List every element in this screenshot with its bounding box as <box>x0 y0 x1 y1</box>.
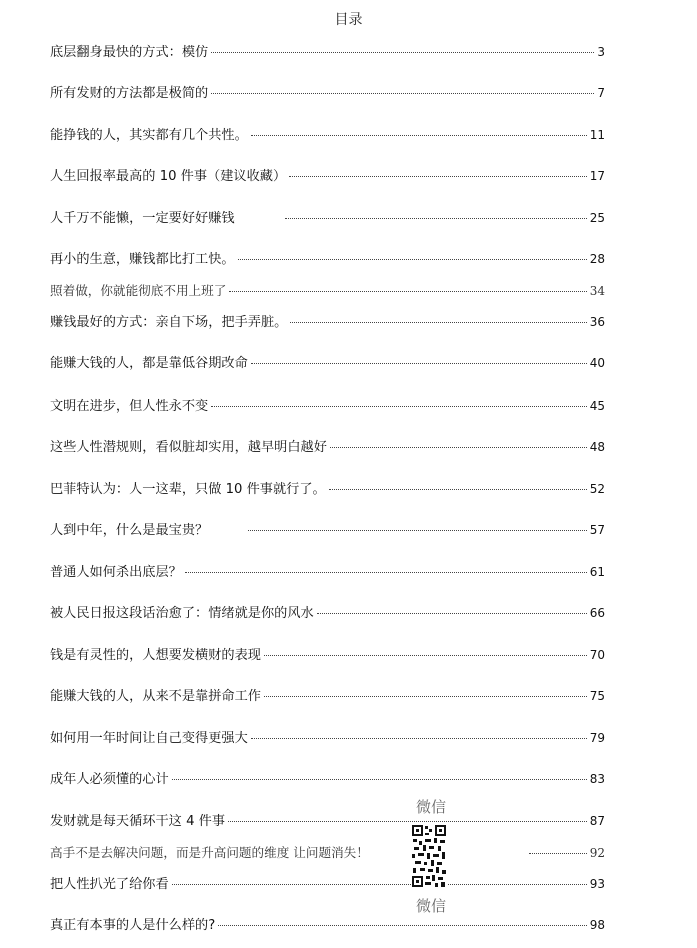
toc-page-number: 17 <box>589 169 605 183</box>
toc-leader-dots <box>264 696 587 697</box>
toc-entry[interactable] <box>50 644 605 666</box>
toc-entry[interactable] <box>50 82 605 104</box>
toc-entry-title: 真正有本事的人是什么样的? <box>50 918 216 933</box>
toc-entry-title: 被人民日报这段话治愈了：情绪就是你的风水 <box>50 606 314 621</box>
toc-entry[interactable] <box>50 478 605 500</box>
toc-page-number: 48 <box>589 440 605 454</box>
toc-page-number: 7 <box>597 86 605 100</box>
toc-entry[interactable] <box>50 842 605 864</box>
toc-leader-dots <box>229 291 586 292</box>
toc-entry-title: 巴菲特认为：人一这辈，只做 10 件事就行了。 <box>50 482 326 497</box>
toc-entry-title: 照着做，你就能彻底不用上班了 <box>50 283 227 298</box>
toc-entry-title: 能赚大钱的人，从来不是靠拼命工作 <box>50 689 261 704</box>
toc-page-number: 87 <box>589 814 605 828</box>
toc-page-number: 28 <box>589 252 605 266</box>
toc-entry[interactable] <box>50 810 605 832</box>
toc-leader-dots <box>248 530 586 531</box>
toc-page-number: 11 <box>589 128 605 142</box>
toc-page-number: 75 <box>589 689 605 703</box>
toc-entry-title: 这些人性潜规则，看似脏却实用，越早明白越好 <box>50 440 327 455</box>
toc-entry-title: 发财就是每天循环干这 4 件事 <box>50 814 226 829</box>
toc-entry[interactable] <box>50 124 605 146</box>
toc-entry[interactable] <box>50 561 605 583</box>
toc-entry[interactable] <box>50 395 605 417</box>
toc-entry-title: 成年人必须懂的心计 <box>50 772 169 787</box>
toc-entry[interactable] <box>50 873 605 895</box>
toc-leader-dots <box>211 406 586 407</box>
toc-entry[interactable] <box>50 352 605 374</box>
toc-entry[interactable] <box>50 602 605 624</box>
toc-entry-title: 高手不是去解决问题，而是升高问题的维度 让问题消失！ <box>50 845 369 860</box>
toc-page-number: 92 <box>589 846 605 860</box>
toc-page-number: 79 <box>589 731 605 745</box>
toc-entry[interactable] <box>50 436 605 458</box>
toc-leader-dots <box>289 176 587 177</box>
toc-page-number: 93 <box>589 877 605 891</box>
toc-entry-title: 再小的生意，赚钱都比打工快。 <box>50 252 235 267</box>
toc-page-number: 70 <box>589 648 605 662</box>
toc-entry-title: 人到中年，什么是最宝贵？ <box>50 523 209 538</box>
toc-leader-dots <box>317 613 587 614</box>
toc-leader-dots <box>211 93 594 94</box>
toc-entry-title: 文明在进步，但人性永不变 <box>50 399 209 414</box>
toc-leader-dots <box>228 821 587 822</box>
watermark-label-top: 微信 <box>416 798 447 816</box>
toc-entry-title: 能挣钱的人，其实都有几个共性。 <box>50 128 248 143</box>
toc-entry[interactable] <box>50 311 605 333</box>
toc-page-number: 3 <box>597 45 605 59</box>
toc-entry[interactable] <box>50 165 605 187</box>
toc-page-number: 66 <box>589 606 605 620</box>
toc-entry-title: 普通人如何杀出底层？ <box>50 565 182 580</box>
toc-entry[interactable] <box>50 768 605 790</box>
toc-entry[interactable] <box>50 519 605 541</box>
toc-page-number: 36 <box>589 315 605 329</box>
toc-entry-title: 能赚大钱的人，都是靠低谷期改命 <box>50 356 248 371</box>
toc-leader-dots <box>218 925 586 926</box>
toc-leader-dots <box>211 52 594 53</box>
toc-page-number: 34 <box>589 284 605 298</box>
toc-entry[interactable] <box>50 280 605 302</box>
toc-page-number: 40 <box>589 356 605 370</box>
toc-leader-dots <box>529 853 587 854</box>
toc-leader-dots <box>264 655 587 656</box>
toc-entry[interactable] <box>50 248 605 270</box>
toc-page-number: 57 <box>589 523 605 537</box>
toc-entry-title: 底层翻身最快的方式：模仿 <box>50 45 209 60</box>
toc-leader-dots <box>330 447 587 448</box>
watermark-label-bottom: 微信 <box>416 897 447 915</box>
toc-entry-title: 赚钱最好的方式：亲自下场，把手弄脏。 <box>50 315 288 330</box>
toc-entry[interactable] <box>50 41 605 63</box>
toc-leader-dots <box>251 738 587 739</box>
toc-entry-title: 所有发财的方法都是极简的 <box>50 86 209 101</box>
toc-entry[interactable] <box>50 727 605 749</box>
toc-entry[interactable] <box>50 685 605 707</box>
toc-leader-dots <box>285 218 587 219</box>
qr-code-icon <box>411 824 447 888</box>
toc-title: 目录 <box>334 12 363 28</box>
toc-leader-dots <box>251 135 587 136</box>
toc-entry-title: 人生回报率最高的 10 件事（建议收藏） <box>50 169 287 184</box>
toc-leader-dots <box>290 322 586 323</box>
toc-entry-title: 把人性扒光了给你看 <box>50 877 169 892</box>
toc-leader-dots <box>185 572 587 573</box>
toc-entry-title: 人千万不能懒，一定要好好赚钱 <box>50 211 235 226</box>
toc-entry[interactable] <box>50 207 605 229</box>
toc-page-number: 98 <box>589 918 605 932</box>
toc-page-number: 25 <box>589 211 605 225</box>
toc-entry-title: 钱是有灵性的，人想要发横财的表现 <box>50 648 261 663</box>
toc-leader-dots <box>172 884 587 885</box>
toc-leader-dots <box>251 363 587 364</box>
toc-page-number: 61 <box>589 565 605 579</box>
toc-entry-title: 如何用一年时间让自己变得更强大 <box>50 731 248 746</box>
toc-leader-dots <box>329 489 587 490</box>
toc-page-number: 52 <box>589 482 605 496</box>
toc-leader-dots <box>172 779 587 780</box>
toc-page-number: 45 <box>589 399 605 413</box>
toc-leader-dots <box>238 259 587 260</box>
toc-page-number: 83 <box>589 772 605 786</box>
toc-entry[interactable] <box>50 914 605 936</box>
